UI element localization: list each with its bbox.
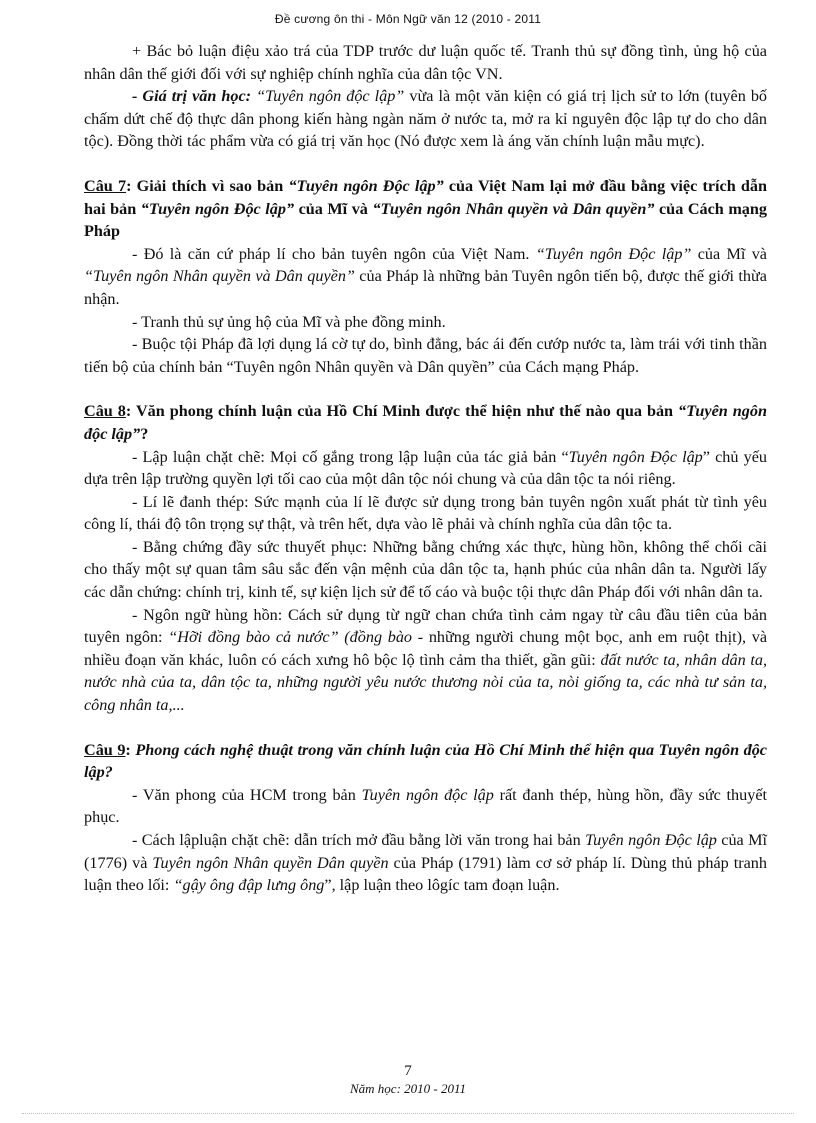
page-bottom-divider xyxy=(22,1113,794,1114)
label: - Giá trị văn học: xyxy=(132,87,252,106)
paragraph: - Giá trị văn học: “Tuyên ngôn độc lập” vừa là một văn kiện có giá trị lịch sử to lớn (tuyên bố chấm dứt chế độ thực dân phong kiến hàng ngàn năm ở nước ta, mở ra kỉ nguyên độc lập tự do cho dân tộc). Đồng thời tác phẩm vừa có giá trị văn học (Nó được xem là áng văn chính luận mẫu mực). xyxy=(84,87,768,151)
paragraph: - Lí lẽ đanh thép: Sức mạnh của lí lẽ được sử dụng trong bản tuyên ngôn xuất phát từ tình yêu công lí, thái độ tôn trọng sự thật, và trên hết, dựa vào lẽ phải và chính nghĩa của dân tộc ta. xyxy=(84,492,767,534)
question-number: Câu 9 xyxy=(84,740,126,759)
paragraph: - Cách lậpluận chặt chẽ: dẫn trích mở đầu bằng lời văn trong hai bản Tuyên ngôn Độc lập của Mĩ (1776) và Tuyên ngôn Nhân quyền Dân quyền của Pháp (1791) làm cơ sở pháp lí. Dùng thủ pháp tranh luận theo lối: “gậy ông đập lưng ông”, lập luận theo lôgíc tam đoạn luận. xyxy=(84,831,767,895)
paragraph: - Bằng chứng đầy sức thuyết phục: Những bằng chứng xác thực, hùng hồn, không thể chối cãi cho thấy một sự quan tâm sâu sắc đến vận mệnh của dân tộc ta, hạnh phúc của nhân dân ta. Người lấy các dẫn chứng: chính trị, kinh tế, sự kiện lịch sử để tố cáo và buộc tội thực dân Pháp đối với nhân dân ta. xyxy=(84,537,767,602)
paragraph: - Tranh thủ sự ủng hộ của Mĩ và phe đồng minh. xyxy=(132,312,446,331)
question-number: Câu 7 xyxy=(84,176,127,195)
paragraph: - Đó là căn cứ pháp lí cho bản tuyên ngôn của Việt Nam. “Tuyên ngôn Độc lập” của Mĩ và “Tuyên ngôn Nhân quyền và Dân quyền” của Pháp là những bản Tuyên ngôn tiến bộ, được thế giới thừa nhận. xyxy=(84,244,767,308)
page-header: Đề cương ôn thi - Môn Ngữ văn 12 (2010 - 2011 xyxy=(274,12,542,26)
paragraph: - Văn phong của HCM trong bản Tuyên ngôn độc lập rất đanh thép, hùng hồn, đầy sức thuyết phục. xyxy=(84,785,767,827)
title-ref: “Tuyên ngôn độc lập” xyxy=(256,87,405,106)
document-body xyxy=(84,40,767,897)
paragraph: - Buộc tội Pháp đã lợi dụng lá cờ tự do, bình đẳng, bác ái đến cướp nước ta, làm trái với tinh thần tiến bộ của chính bản “Tuyên ngôn Nhân quyền và Dân quyền” của Cách mạng Pháp. xyxy=(84,335,767,376)
paragraph: + Bác bỏ luận điệu xảo trá của TDP trước dư luận quốc tế. Tranh thủ sự đồng tình, ủng hộ của nhân dân thế giới đối với sự nghiệp chính nghĩa của dân tộc VN. xyxy=(84,42,767,83)
question-9: Câu 9: Phong cách nghệ thuật trong văn chính luận của Hồ Chí Minh thể hiện qua Tuyên ngôn độc lập? xyxy=(84,740,767,782)
footer-school-year: Năm học: 2010 - 2011 xyxy=(349,1081,467,1096)
paragraph: - Lập luận chặt chẽ: Mọi cố gắng trong lập luận của tác giả bản “Tuyên ngôn Độc lập” chủ yếu dựa trên lập trường quyền lợi tối cao của một dân tộc nói chung và của dân tộc ta nói riêng. xyxy=(84,447,767,489)
page-number: 7 xyxy=(404,1063,412,1079)
paragraph: - Ngôn ngữ hùng hồn: Cách sử dụng từ ngữ chan chứa tình cảm ngay từ câu đầu tiên của bản tuyên ngôn: “Hỡi đồng bào cả nước” (đồng bào - những người chung một bọc, anh em ruột thịt), và nhiều đoạn văn khác, luôn có cách xưng hô bộc lộ tình cảm tha thiết, gần gũi: đất nước ta, nhân dân ta, nước nhà của ta, dân tộc ta, những người yêu nước thương nòi của ta, nòi giống ta, các nhà tư sản ta, công nhân ta,... xyxy=(84,605,768,715)
question-7: Câu 7: Giải thích vì sao bản “Tuyên ngôn Độc lập” của Việt Nam lại mở đầu bằng việc trích dẫn hai bản “Tuyên ngôn Độc lập” của Mĩ và “Tuyên ngôn Nhân quyền và Dân quyền” của Cách mạng Pháp xyxy=(84,176,768,241)
question-number: Câu 8 xyxy=(84,402,126,421)
question-8: Câu 8: Văn phong chính luận của Hồ Chí Minh được thể hiện như thế nào qua bản “Tuyên ngôn độc lập”? xyxy=(84,402,767,443)
